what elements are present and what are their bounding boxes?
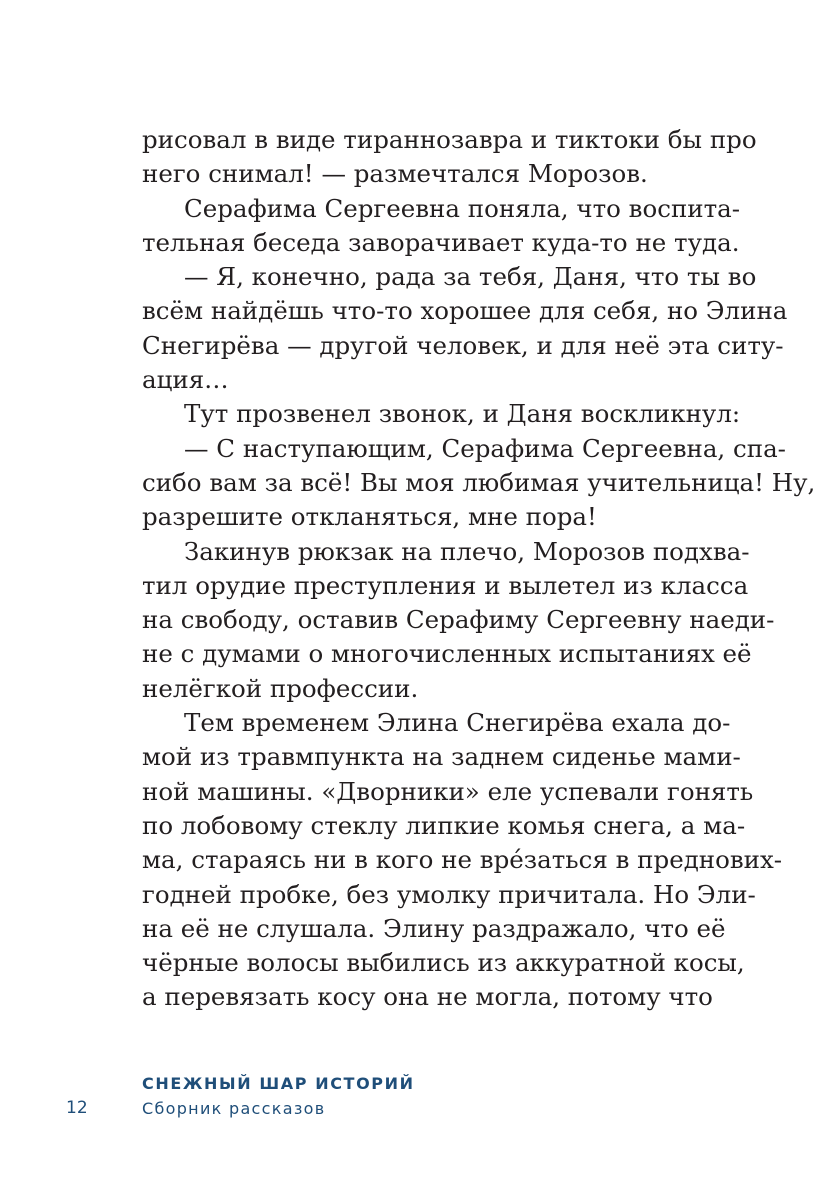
book-title: СНЕЖНЫЙ ШАР ИСТОРИЙ bbox=[142, 1074, 415, 1093]
text-line: по лобовому стеклу липкие комья снега, а ма- bbox=[142, 810, 746, 840]
text-line: не с думами о многочисленных испытаниях её bbox=[142, 639, 752, 669]
text-line: всём найдёшь что-то хорошее для себя, но Элина bbox=[142, 296, 788, 326]
text-line: ма, стараясь ни в кого не вре́заться в преднових- bbox=[142, 845, 783, 875]
text-line: Тем временем Элина Снегирёва ехала до- bbox=[184, 708, 731, 738]
text-line: ация… bbox=[142, 365, 229, 395]
text-line: — С наступающим, Серафима Сергеевна, спа- bbox=[184, 433, 786, 463]
text-line: а перевязать косу она не могла, потому что bbox=[142, 982, 713, 1012]
text-line: него снимал! — размечтался Морозов. bbox=[142, 159, 648, 189]
text-line: разрешите откланяться, мне пора! bbox=[142, 502, 597, 532]
text-line: ной машины. «Дворники» еле успевали гонять bbox=[142, 776, 754, 806]
text-line: на её не слушала. Элину раздражало, что её bbox=[142, 913, 726, 943]
text-line: Серафима Сергеевна поняла, что воспита- bbox=[184, 193, 741, 223]
text-line: тельная беседа заворачивает куда-то не туда. bbox=[142, 227, 740, 257]
book-subtitle: Сборник рассказов bbox=[142, 1099, 326, 1118]
text-line: Тут прозвенел звонок, и Даня воскликнул: bbox=[184, 399, 741, 429]
text-line: чёрные волосы выбились из аккуратной косы, bbox=[142, 948, 745, 978]
text-line: тил орудие преступления и вылетел из класса bbox=[142, 570, 749, 600]
text-line: мой из травмпункта на заднем сиденье мами- bbox=[142, 742, 741, 772]
page-number: 12 bbox=[66, 1098, 88, 1118]
text-line: сибо вам за всё! Вы моя любимая учительница! Ну, bbox=[142, 467, 816, 497]
text-line: Закинув рюкзак на плечо, Морозов подхва- bbox=[184, 536, 750, 566]
text-line: нелёгкой профессии. bbox=[142, 673, 419, 703]
text-line: Снегирёва — другой человек, и для неё эта ситу- bbox=[142, 330, 784, 360]
body-text bbox=[142, 123, 816, 1015]
text-line: на свободу, оставив Серафиму Сергеевну наеди- bbox=[142, 605, 775, 635]
text-line: годней пробке, без умолку причитала. Но Эли- bbox=[142, 879, 756, 909]
text-line: — Я, конечно, рада за тебя, Даня, что ты во bbox=[184, 262, 757, 292]
text-line: рисовал в виде тираннозавра и тиктоки бы про bbox=[142, 125, 757, 154]
